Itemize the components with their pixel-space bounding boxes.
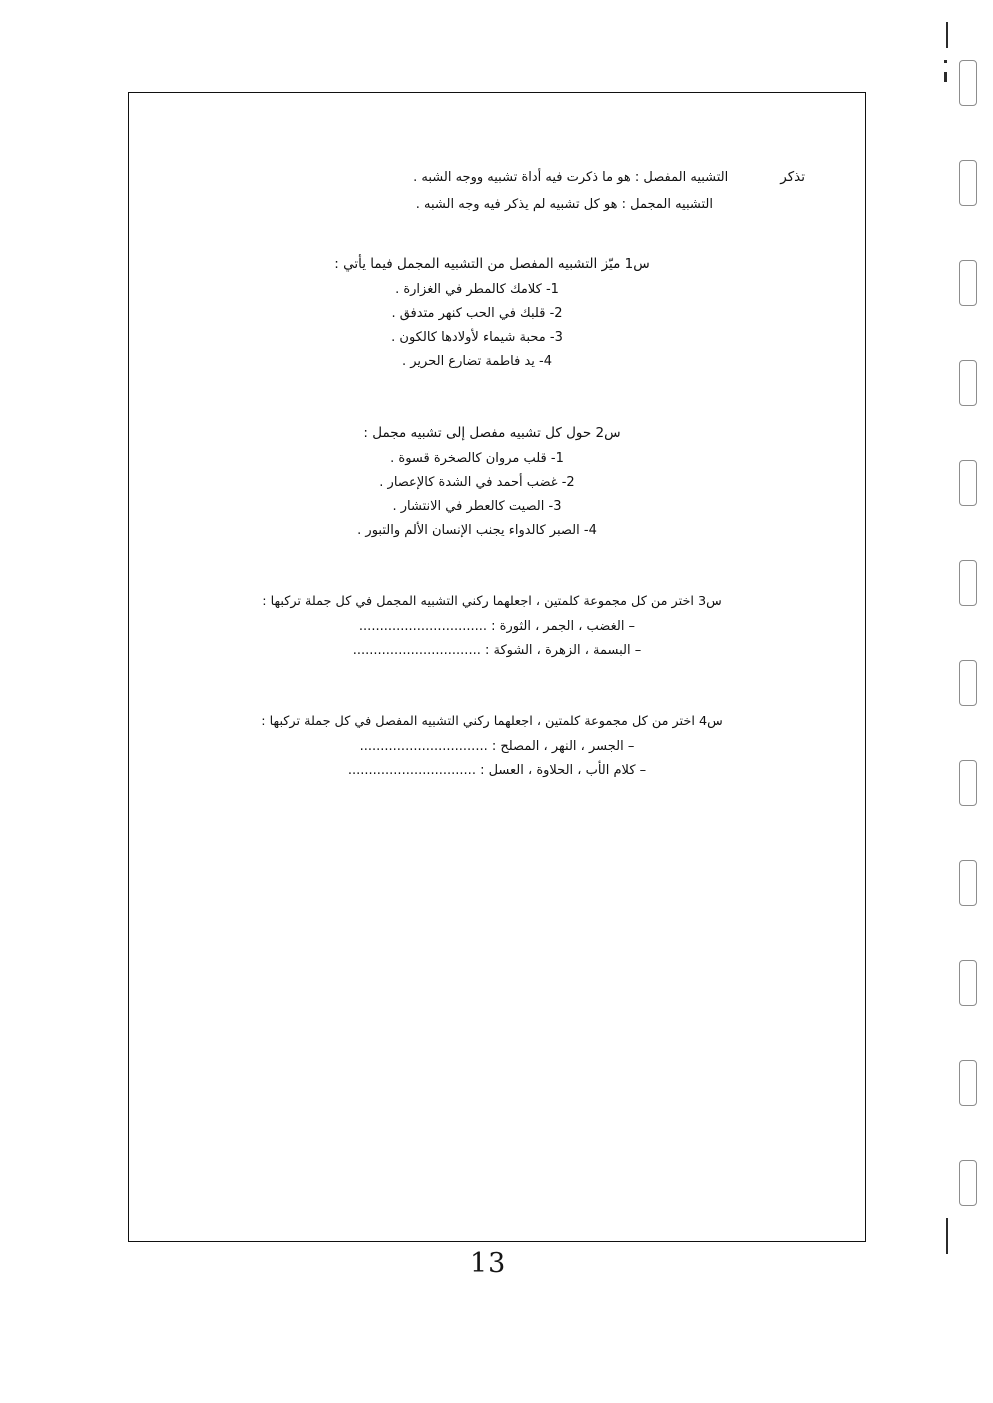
question-4 xyxy=(189,714,805,778)
note-row xyxy=(189,169,805,185)
binder-holes xyxy=(947,60,981,1290)
scan-left-edge xyxy=(0,0,16,1403)
binder-hole xyxy=(959,360,977,406)
note-label: تذكر xyxy=(780,169,805,185)
note-definition-detailed: التشبيه المفصل : هو ما ذكرت فيه أداة تشبيه ووجه الشبه . xyxy=(413,170,729,185)
list-item: – الجسر ، النهر ، المصلح : ............................... xyxy=(359,739,635,754)
question-1-heading: س1 ميّز التشبيه المفصل من التشبيه المجمل فيما يأتي : xyxy=(334,256,650,272)
scan-edge-dot-2 xyxy=(944,72,947,82)
question-3 xyxy=(189,594,805,658)
question-4-heading: س4 اختر من كل مجموعة كلمتين ، اجعلهما ركني التشبيه المفصل في كل جملة تركبها : xyxy=(261,714,723,729)
list-item: 3- الصيت كالعطر في الانتشار . xyxy=(392,499,562,514)
binder-hole xyxy=(959,460,977,506)
binder-hole xyxy=(959,660,977,706)
list-item: 4- الصبر كالدواء يجنب الإنسان الألم والتبور . xyxy=(357,523,597,538)
question-1 xyxy=(189,256,805,369)
question-2-heading: س2 حول كل تشبيه مفصل إلى تشبيه مجمل : xyxy=(363,425,621,441)
binder-hole xyxy=(959,160,977,206)
note-block xyxy=(189,169,805,212)
list-item: – كلام الأب ، الحلاوة ، العسل : ............................... xyxy=(347,763,647,778)
scan-edge-dot-1 xyxy=(944,60,947,63)
list-item: 2- قلبك في الحب كنهر متدفق . xyxy=(391,306,563,321)
question-3-heading: س3 اختر من كل مجموعة كلمتين ، اجعلهما ركني التشبيه المجمل في كل جملة تركبها : xyxy=(262,594,722,609)
spacer xyxy=(189,568,805,594)
page-content xyxy=(129,93,865,1241)
spacer xyxy=(189,688,805,714)
binder-hole xyxy=(959,1160,977,1206)
question-2 xyxy=(189,425,805,538)
list-item: 3- محبة شيماء لأولادها كالكون . xyxy=(391,330,563,345)
question-3-items xyxy=(189,619,805,658)
list-item: 1- كلامك كالمطر في الغزارة . xyxy=(395,282,559,297)
binder-hole xyxy=(959,1060,977,1106)
binder-hole xyxy=(959,560,977,606)
scan-edge-mark-bottom xyxy=(946,1218,948,1254)
list-item: 4- يد فاطمة تضارع الحرير . xyxy=(401,354,553,369)
binder-hole xyxy=(959,760,977,806)
spacer xyxy=(189,399,805,425)
page-number: 13 xyxy=(470,1248,507,1279)
question-2-items xyxy=(189,451,805,538)
question-1-items xyxy=(189,282,805,369)
note-definition-brief: التشبيه المجمل : هو كل تشبيه لم يذكر فيه وجه الشبه . xyxy=(415,197,713,212)
list-item: – البسمة ، الزهرة ، الشوكة : ............................... xyxy=(352,643,642,658)
binder-hole xyxy=(959,860,977,906)
list-item: 2- غضب أحمد في الشدة كالإعصار . xyxy=(379,475,575,490)
question-4-items xyxy=(189,739,805,778)
binder-hole xyxy=(959,60,977,106)
binder-hole xyxy=(959,960,977,1006)
list-item: – الغضب ، الجمر ، الثورة : ............................... xyxy=(358,619,636,634)
binder-hole xyxy=(959,260,977,306)
document-page xyxy=(128,92,866,1242)
scan-edge-mark-top xyxy=(946,22,948,48)
list-item: 1- قلب مروان كالصخرة قسوة . xyxy=(390,451,564,466)
